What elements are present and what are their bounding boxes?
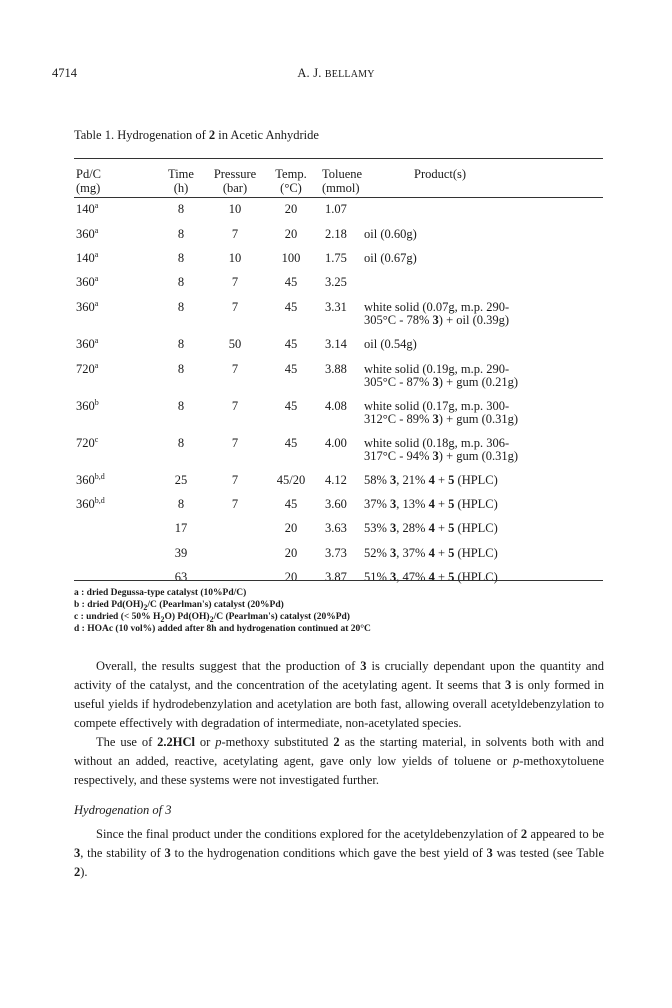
cell-toluene: 3.25: [325, 275, 347, 289]
cell-time: 8: [177, 227, 185, 241]
header-product: Product(s): [414, 167, 467, 181]
cell-time: 25: [174, 473, 188, 487]
cell-temp: 100: [281, 251, 301, 265]
cell-toluene: 3.87: [325, 570, 347, 584]
cell-time: 63: [174, 570, 188, 584]
cell-pressure: 7: [231, 300, 239, 314]
page-number: 4714: [52, 66, 77, 80]
cell-pdc: 360$^a$: [76, 335, 99, 351]
header-toluene: Toluene (mmol): [322, 167, 363, 195]
cell-temp: 20: [284, 570, 298, 584]
cell-product: 58% 3, 21% 4 + 5 (HPLC): [364, 473, 498, 487]
cell-pdc: 140$^a$: [76, 249, 99, 265]
cell-pressure: 7: [231, 399, 239, 413]
cell-time: 8: [177, 275, 185, 289]
cell-pdc: 360$^a$: [76, 298, 99, 314]
footnote-a: a : dried Degussa-type catalyst (10%Pd/C): [74, 588, 247, 598]
cell-pdc: 360$^b$: [76, 397, 99, 413]
cell-pdc: 720$^c$: [76, 434, 99, 450]
table-header-rule: [74, 197, 603, 198]
cell-product: white solid (0.17g, m.p. 300- 312°C - 89% 3) + gum (0.31g): [364, 399, 519, 426]
cell-toluene: 3.14: [325, 337, 347, 351]
cell-toluene: 1.07: [325, 202, 347, 216]
cell-toluene: 1.75: [325, 251, 347, 265]
footnote-d: d : HOAc (10 vol%) added after 8h and hydrogenation continued at 20°C: [74, 624, 371, 634]
cell-time: 8: [177, 300, 185, 314]
cell-toluene: 4.00: [325, 436, 347, 450]
cell-time: 8: [177, 497, 185, 511]
header-time: Time (h): [168, 167, 194, 195]
cell-toluene: 4.12: [325, 473, 347, 487]
cell-time: 8: [177, 251, 185, 265]
cell-pdc: 720$^a$: [76, 360, 99, 376]
cell-product: 37% 3, 13% 4 + 5 (HPLC): [364, 497, 498, 511]
cell-time: 8: [177, 202, 185, 216]
cell-pressure: 7: [231, 436, 239, 450]
cell-product: white solid (0.07g, m.p. 290- 305°C - 78% 3) + oil (0.39g): [364, 300, 510, 327]
cell-time: 8: [177, 399, 185, 413]
header-temp: Temp. (°C): [275, 167, 307, 195]
cell-pressure: 7: [231, 362, 239, 376]
cell-toluene: 3.60: [325, 497, 347, 511]
cell-product: 51% 3, 47% 4 + 5 (HPLC): [364, 570, 498, 584]
cell-product: oil (0.60g): [364, 227, 417, 241]
cell-product: oil (0.67g): [364, 251, 417, 265]
cell-time: 39: [174, 546, 188, 560]
cell-toluene: 3.63: [325, 521, 347, 535]
cell-time: 8: [177, 337, 185, 351]
paragraph-hydrogenation-of-3: Since the final product under the conditions explored for the acetyldebenzylation of 2 appeared to be 3, the stability of 3 to the hydrogenation conditions which gave the best yield of 3 was tested (see Table 2).: [74, 827, 604, 879]
cell-temp: 20: [284, 202, 298, 216]
cell-pdc: 140$^a$: [76, 200, 99, 216]
cell-toluene: 3.31: [325, 300, 347, 314]
cell-pressure: 7: [231, 473, 239, 487]
running-head: A. J. BELLAMY: [297, 66, 375, 80]
cell-temp: 20: [284, 227, 298, 241]
paragraph-other-substrates: The use of 2.2HCl or p-methoxy substituted 2 as the starting material, in solvents both with and without an added, reactive, acetylating agent, gave only low yields of toluene or p-methoxytoluene respectively, and these systems were not investigated further.: [74, 735, 604, 787]
cell-temp: 45/20: [276, 473, 306, 487]
cell-time: 8: [177, 436, 185, 450]
cell-toluene: 4.08: [325, 399, 347, 413]
header-pdc: Pd/C (mg): [76, 167, 102, 195]
cell-product: oil (0.54g): [364, 337, 417, 351]
cell-toluene: 3.88: [325, 362, 347, 376]
table-caption: Table 1. Hydrogenation of 2 in Acetic Anhydride: [74, 128, 319, 142]
cell-temp: 45: [284, 436, 298, 450]
cell-pressure: 10: [228, 202, 242, 216]
header-pressure: Pressure (bar): [213, 167, 257, 195]
cell-temp: 45: [284, 399, 298, 413]
cell-pressure: 50: [228, 337, 242, 351]
table-bottom-rule: [74, 580, 603, 581]
cell-temp: 20: [284, 521, 298, 535]
cell-temp: 45: [284, 300, 298, 314]
cell-product: white solid (0.19g, m.p. 290- 305°C - 87% 3) + gum (0.21g): [364, 362, 519, 389]
section-title: Hydrogenation of 3: [74, 803, 172, 817]
running-head-caps: BELLAMY: [324, 69, 375, 80]
cell-temp: 20: [284, 546, 298, 560]
cell-product: white solid (0.18g, m.p. 306- 317°C - 94% 3) + gum (0.31g): [364, 436, 519, 463]
footnote-c: c : undried (< 50% $H_2O$) $Pd(OH)_2/C$ (Pearlman's) catalyst (20%Pd): [74, 612, 350, 624]
paragraph-conclusion: Overall, the results suggest that the production of 3 is crucially dependant upon the quantity and activity of the catalyst, and the concentration of the acetylating agent. It seems that 3 is only formed in useful yields if hydrodebenzylation and acetylation are both fast, allowing overall acetyldebenzylation to compete effectively with degradation of intermediate, non-acetylated species.: [74, 659, 604, 730]
cell-pressure: 7: [231, 227, 239, 241]
table-top-rule: [74, 158, 603, 159]
cell-pdc: 360$^a$: [76, 225, 99, 241]
cell-temp: 45: [284, 362, 298, 376]
cell-product: 52% 3, 37% 4 + 5 (HPLC): [364, 546, 498, 560]
cell-pdc: 360$^{b,d}$: [76, 471, 105, 487]
cell-pressure: 7: [231, 497, 239, 511]
cell-temp: 45: [284, 275, 298, 289]
footnote-b: b : dried $Pd(OH)_2/C$ (Pearlman's) catalyst (20%Pd): [74, 600, 284, 612]
cell-temp: 45: [284, 497, 298, 511]
cell-pressure: 7: [231, 275, 239, 289]
cell-temp: 45: [284, 337, 298, 351]
cell-toluene: 2.18: [325, 227, 347, 241]
cell-time: 8: [177, 362, 185, 376]
cell-toluene: 3.73: [325, 546, 347, 560]
cell-pdc: 360$^a$: [76, 273, 99, 289]
cell-pdc: 360$^{b,d}$: [76, 495, 105, 511]
cell-pressure: 10: [228, 251, 242, 265]
cell-product: 53% 3, 28% 4 + 5 (HPLC): [364, 521, 498, 535]
cell-time: 17: [174, 521, 188, 535]
